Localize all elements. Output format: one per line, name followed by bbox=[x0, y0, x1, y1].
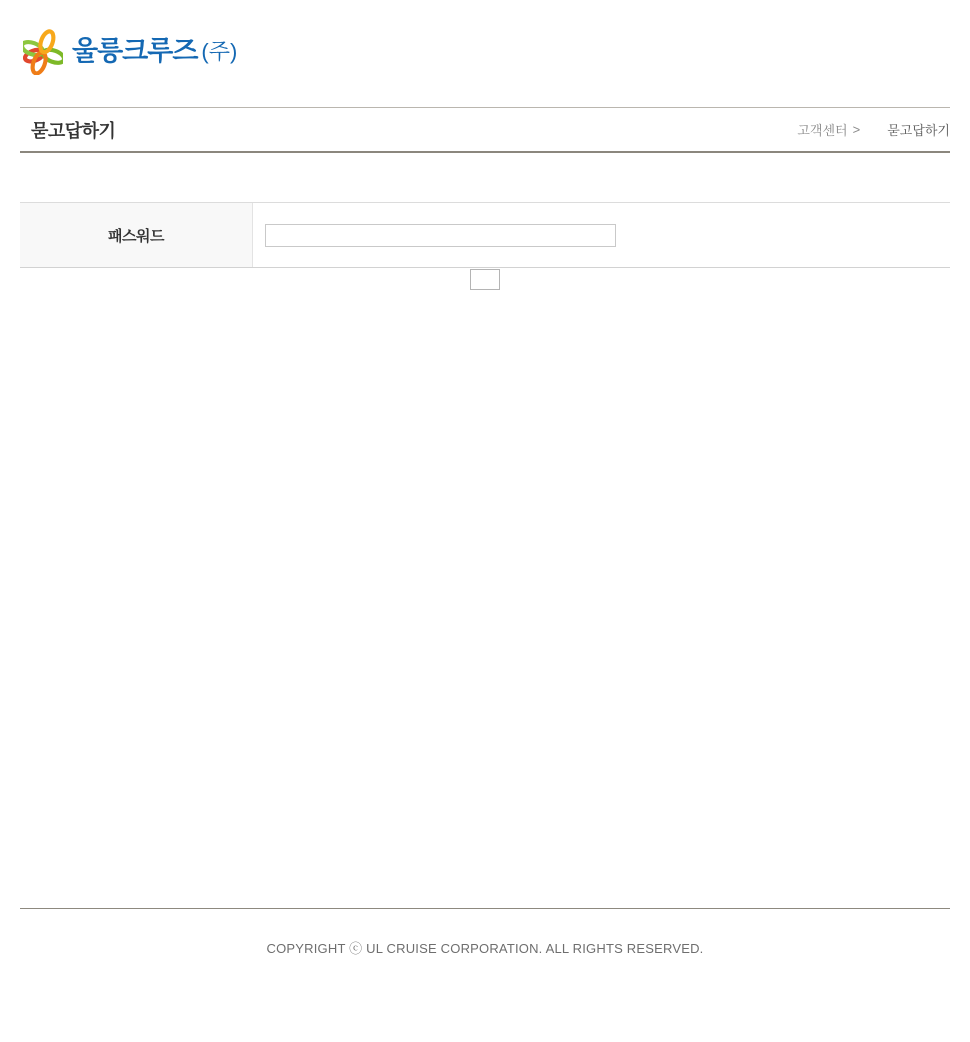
copyright-text: COPYRIGHT ⓒ UL CRUISE CORPORATION. ALL RIGHTS RESERVED. bbox=[266, 941, 704, 956]
logo-company-name: 울릉크루즈 bbox=[72, 36, 198, 66]
breadcrumb-parent[interactable]: 고객센터 bbox=[797, 123, 848, 138]
site-header bbox=[20, 0, 950, 75]
password-input[interactable] bbox=[265, 224, 616, 247]
logo-flower-icon bbox=[23, 28, 63, 75]
password-input-cell bbox=[253, 203, 950, 267]
site-footer bbox=[20, 908, 950, 957]
breadcrumb-separator: > bbox=[852, 122, 861, 137]
password-label: 패스워드 bbox=[108, 227, 164, 245]
page-title: 묻고답하기 bbox=[31, 120, 116, 141]
password-table bbox=[20, 202, 950, 268]
breadcrumb-current: 묻고답하기 bbox=[887, 123, 950, 138]
password-form bbox=[20, 202, 950, 290]
page-title-bar bbox=[20, 107, 950, 153]
breadcrumb bbox=[797, 120, 950, 139]
logo[interactable] bbox=[20, 28, 250, 75]
logo-company-suffix: (주) bbox=[201, 38, 238, 64]
submit-button[interactable] bbox=[470, 269, 500, 290]
password-label-cell bbox=[20, 203, 253, 267]
